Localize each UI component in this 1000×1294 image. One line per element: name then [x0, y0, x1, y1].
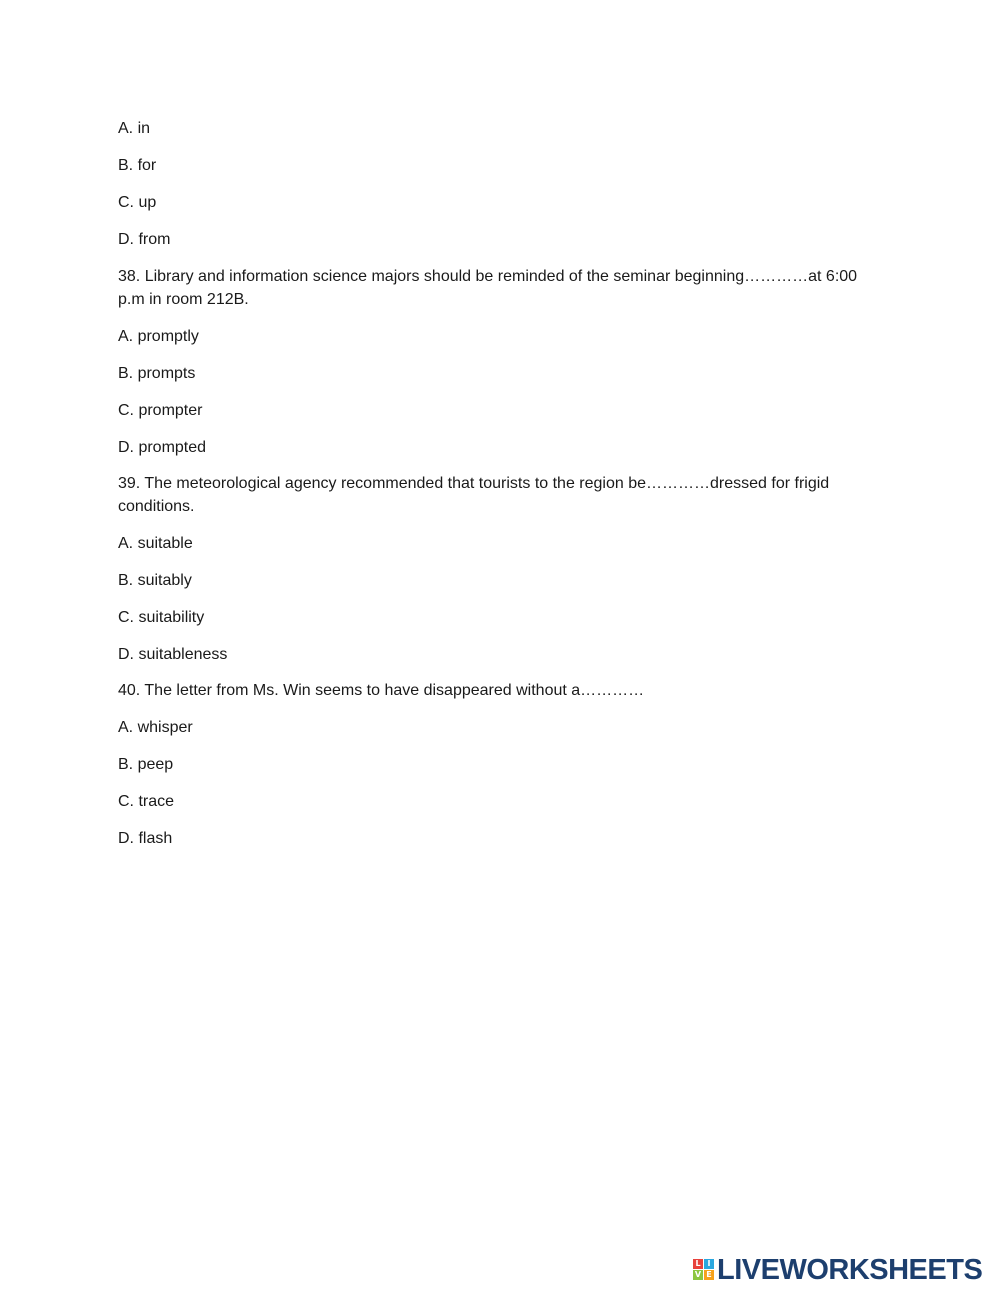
question-40-option-a: A. whisper — [118, 719, 193, 736]
question-40-option-c: C. trace — [118, 793, 175, 810]
question-39-option-b: B. suitably — [118, 572, 192, 589]
question-38-option-d: D. prompted — [118, 439, 207, 456]
logo-mark-letter: E — [704, 1270, 714, 1280]
question-39-option-c: C. suitability — [118, 609, 205, 626]
option-prev-d: D. from — [118, 231, 171, 248]
liveworksheets-logo — [693, 1256, 982, 1284]
question-40-option-b: B. peep — [118, 756, 174, 773]
question-39-text: 39. The meteorological agency recommended that tourists to the region be…………dressed for frigid conditions. — [118, 475, 830, 515]
question-38-text: 38. Library and information science majors should be reminded of the seminar beginning…………at 6:00 p.m in room 212B. — [118, 268, 858, 308]
question-39-option-a: A. suitable — [118, 535, 193, 552]
logo-mark-letter: L — [693, 1259, 703, 1269]
option-prev-c: C. up — [118, 194, 157, 211]
question-40-option-d: D. flash — [118, 830, 173, 847]
question-38-option-a: A. promptly — [118, 328, 199, 345]
logo-mark-letter: I — [704, 1259, 714, 1269]
logo-mark-letter: V — [694, 1270, 702, 1279]
option-prev-a: A. in — [118, 120, 151, 137]
question-38-option-c: C. prompter — [118, 402, 203, 419]
live-logo-mark-icon — [693, 1259, 715, 1281]
logo-text: LIVEWORKSHEETS — [717, 1254, 983, 1286]
question-39-option-d: D. suitableness — [118, 646, 228, 663]
question-40-text: 40. The letter from Ms. Win seems to have disappeared without a………… — [118, 682, 645, 699]
option-prev-b: B. for — [118, 157, 157, 174]
question-38-option-b: B. prompts — [118, 365, 196, 382]
